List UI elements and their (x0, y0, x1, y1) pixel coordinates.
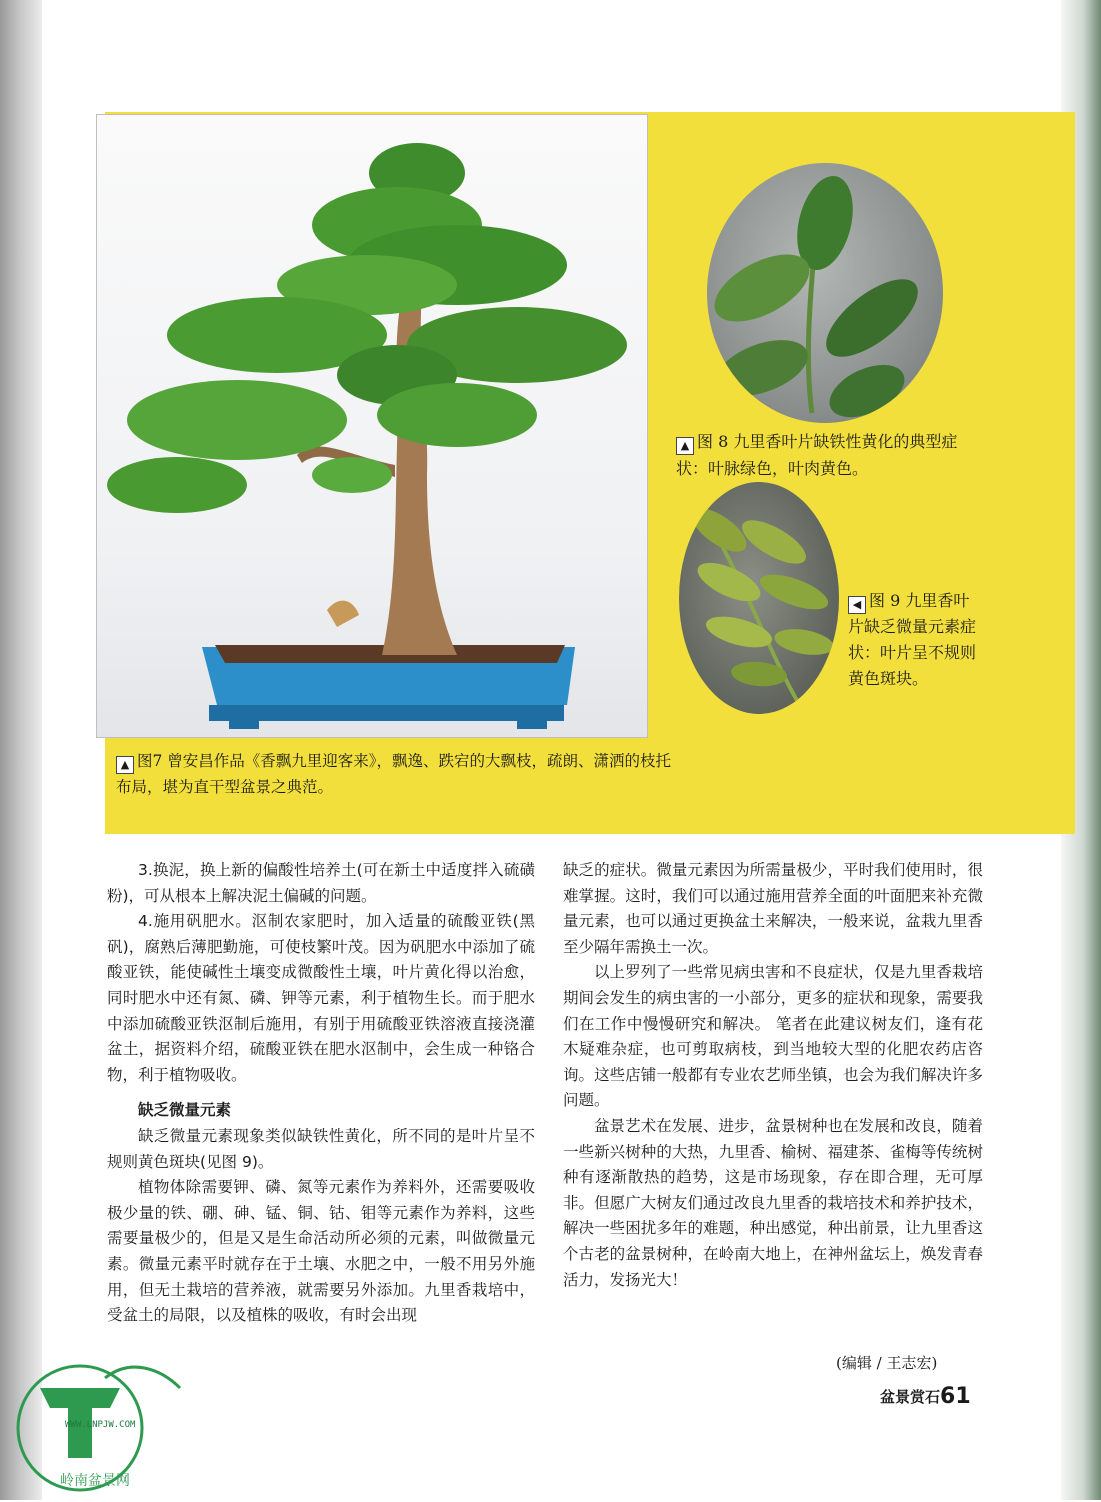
page-number: 61 (940, 1384, 971, 1409)
paragraph: 缺乏微量元素现象类似缺铁性黄化，所不同的是叶片呈不规则黄色斑块(见图 9)。 (107, 1126, 535, 1171)
paragraph: 3.换泥，换上新的偏酸性培养土(可在新土中适度拌入硫磺粉)，可从根本上解决泥土偏碱的问题。 (107, 861, 535, 905)
bonsai-photo (96, 114, 648, 738)
text-column-left (107, 858, 535, 1329)
triangle-up-icon: ▲ (116, 756, 134, 774)
paragraph: 以上罗列了一些常见病虫害和不良症状，仅是九里香栽培期间会发生的病虫害的一小部分，更多的症状和现象，需要我们在工作中慢慢研究和解决。 笔者在此建议树友们，逢有花木疑难杂症，也可剪取病枝，到当地较大型的化肥农药店咨询。这些店铺一般都有专业农艺师坐镇，也会为我们解决许多问题。 (563, 963, 983, 1110)
text-column-right (563, 858, 983, 1293)
page-footer (880, 1384, 971, 1409)
triangle-left-icon: ◀ (848, 596, 866, 614)
figure-9-leaf-photo (679, 482, 839, 714)
section-heading: 缺乏微量元素 (138, 1101, 232, 1120)
editor-credit: (编辑 / 王志宏) (836, 1354, 938, 1372)
paragraph: 缺乏的症状。微量元素因为所需量极少，平时我们使用时，很难掌握。这时，我们可以通过施用营养全面的叶面肥来补充微量元素，也可以通过更换盆土来解决，一般来说，盆栽九里香至少隔年需换土一次。 (563, 861, 983, 956)
paragraph: 4.施用矾肥水。沤制农家肥时，加入适量的硫酸亚铁(黑矾)，腐熟后薄肥勤施，可使枝繁叶茂。因为矾肥水中添加了硫酸亚铁，能使碱性土壤变成微酸性土壤，叶片黄化得以治愈，同时肥水中还有氮、磷、钾等元素，利于植物生长。而于肥水中添加硫酸亚铁沤制后施用，有别于用硫酸亚铁溶液直接浇灌盆土，据资料介绍，硫酸亚铁在肥水沤制中，会生成一种铬合物，利于植物吸收。 (107, 912, 535, 1084)
watermark-url: WWW.LNPJW.COM (65, 1420, 136, 1430)
magazine-name: 盆景赏石 (880, 1388, 941, 1406)
figure-7-caption: ▲ 图7 曾安昌作品《香飘九里迎客来》，飘逸、跌宕的大飘枝，疏朗、潇洒的枝托布局，堪为直干型盆景之典范。 (116, 752, 672, 796)
figure-8-leaf-photo (707, 163, 943, 423)
watermark-site-name: 岭南盆景网 (60, 1473, 130, 1489)
paragraph: 盆景艺术在发展、进步，盆景树种也在发展和改良，随着一些新兴树种的大热，九里香、榆树、福建茶、雀梅等传统树种有逐渐散热的趋势，这是市场现象，存在即合理，无可厚非。但愿广大树友们通过改良九里香的栽培技术和养护技术，解决一些困扰多年的难题，种出感觉，种出前景，让九里香这个古老的盆景树种，在岭南大地上，在神州盆坛上，焕发青春活力，发扬光大！ (563, 1116, 983, 1289)
figure-9-caption: ◀ 图 9 九里香叶片缺乏微量元素症状：叶片呈不规则黄色斑块。 (848, 591, 977, 688)
triangle-up-icon: ▲ (676, 437, 694, 455)
paragraph: 植物体除需要钾、磷、氮等元素作为养料外，还需要吸收极少量的铁、硼、砷、锰、铜、钴、钼等元素作为养料，这些需要量极少的，但是又是生命活动所必须的元素，叫做微量元素。微量元素平时就存在于土壤、水肥之中，一般不用另外施用，但无土栽培的营养液，就需要另外添加。九里香栽培中，受盆土的局限，以及植株的吸收，有时会出现 (107, 1178, 535, 1325)
figure-8-caption: ▲ 图 8 九里香叶片缺铁性黄化的典型症状：叶脉绿色，叶肉黄色。 (676, 432, 958, 478)
page-binding-shadow (0, 0, 42, 1500)
